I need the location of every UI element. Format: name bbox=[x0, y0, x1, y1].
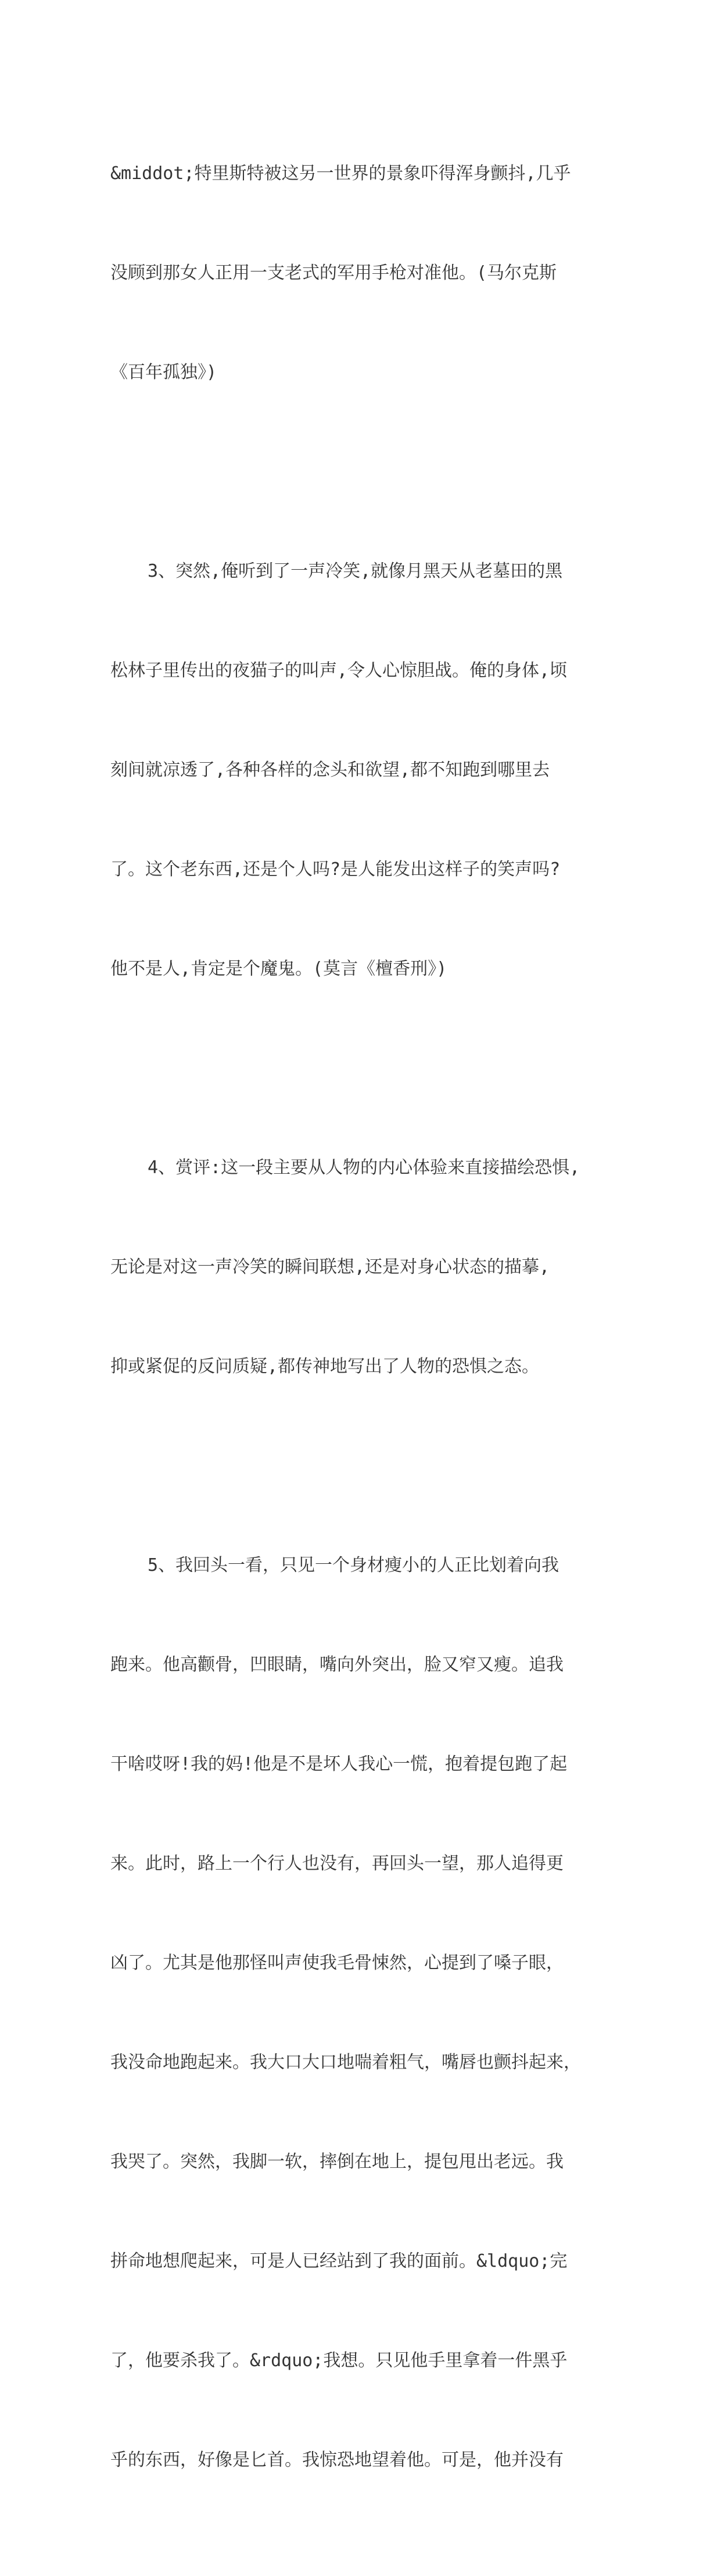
text-line: 3、突然,俺听到了一声冷笑,就像月黑天从老墓田的黑 bbox=[148, 561, 563, 581]
text-line: 了，他要杀我了。&rdquo;我想。只见他手里拿着一件黑乎 bbox=[110, 2350, 568, 2371]
paragraph-4 bbox=[110, 1085, 610, 1449]
text-line: 5、我回头一看，只见一个身材瘦小的人正比划着向我 bbox=[148, 1555, 559, 1575]
text-line: 拼命地想爬起来，可是人已经站到了我的面前。&ldquo;完 bbox=[110, 2251, 568, 2271]
text-line: 干啥哎呀!我的妈!他是不是坏人我心一慌，抱着提包跑了起 bbox=[110, 1754, 568, 1774]
text-line: 我哭了。突然，我脚一软，摔倒在地上，提包甩出老远。我 bbox=[110, 2152, 564, 2172]
text-line: 我没命地跑起来。我大口大口地喘着粗气，嘴唇也颤抖起来， bbox=[110, 2052, 581, 2073]
paragraph-5 bbox=[110, 1482, 610, 2543]
text-line: 他不是人,肯定是个魔鬼。(莫言《檀香刑》) bbox=[110, 959, 447, 979]
text-line: 没顾到那女人正用一支老式的军用手枪对准他。(马尔克斯 bbox=[110, 263, 557, 283]
text-line: 跑来。他高颧骨，凹眼睛，嘴向外突出，脸又窄又瘦。追我 bbox=[110, 1655, 564, 1675]
text-line: 了。这个老东西,还是个人吗?是人能发出这样子的笑声吗? bbox=[110, 859, 561, 880]
text-line: 4、赏评:这一段主要从人物的内心体验来直接描绘恐惧, bbox=[148, 1157, 580, 1178]
text-line: 乎的东西，好像是匕首。我惊恐地望着他。可是，他并没有 bbox=[110, 2450, 564, 2470]
text-line: 《百年孤独》) bbox=[110, 362, 217, 383]
text-line: 来。此时，路上一个行人也没有，再回头一望，那人追得更 bbox=[110, 1853, 564, 1874]
text-line: 抑或紧促的反问质疑,都传神地写出了人物的恐惧之态。 bbox=[110, 1356, 540, 1377]
paragraph-quote-marquez bbox=[110, 91, 610, 455]
text-line: 刻间就凉透了,各种各样的念头和欲望,都不知跑到哪里去 bbox=[110, 760, 550, 780]
document-body bbox=[110, 91, 610, 2576]
text-line: 松林子里传出的夜猫子的叫声,令人心惊胆战。俺的身体,顷 bbox=[110, 660, 568, 681]
text-line: 凶了。尤其是他那怪叫声使我毛骨悚然，心提到了嗓子眼， bbox=[110, 1953, 564, 1973]
text-line: 无论是对这一声冷笑的瞬间联想,还是对身心状态的描摹, bbox=[110, 1257, 550, 1277]
paragraph-3 bbox=[110, 488, 610, 1052]
text-line: &middot;特里斯特被这另一世界的景象吓得浑身颤抖,几乎 bbox=[110, 163, 571, 184]
